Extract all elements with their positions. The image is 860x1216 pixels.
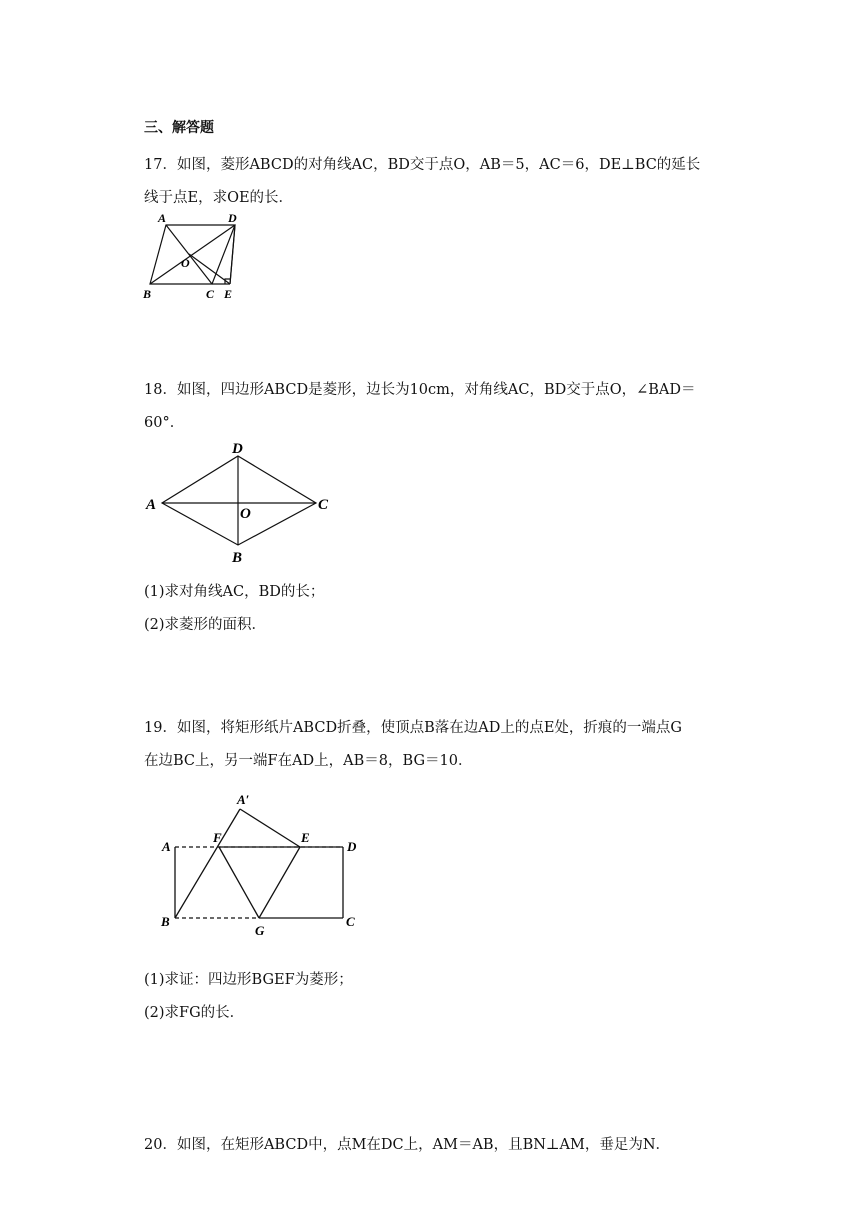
q18-label-o: O (240, 506, 251, 522)
q20-line1: 20．如图，在矩形ABCD中，点M在DC上，AM＝AB，且BN⊥AM，垂足为N． (144, 1137, 671, 1153)
q19-label-b: B (161, 914, 170, 929)
q19-label-g: G (255, 923, 265, 938)
q18-figure (140, 438, 340, 568)
q18-line2: 60°． (144, 415, 185, 431)
q19-label-a-prime: A′ (237, 792, 250, 807)
q19-line1: 19．如图，将矩形纸片ABCD折叠，使顶点B落在边AD上的点E处，折痕的一端点G (144, 720, 682, 736)
q18-label-b: B (232, 550, 243, 566)
q19-label-c: C (346, 914, 355, 929)
q17-label-e: E (224, 287, 233, 301)
q19-part1: (1)求证：四边形BGEF为菱形； (144, 972, 353, 988)
q17-label-b: B (143, 287, 152, 301)
q17-label-a: A (158, 211, 167, 225)
q18-line1: 18．如图，四边形ABCD是菱形，边长为10cm，对角线AC，BD交于点O，∠BAD＝ (144, 382, 696, 398)
q19-label-d: D (347, 839, 357, 854)
q17-label-o: O (181, 256, 190, 270)
q19-label-e: E (301, 830, 310, 845)
q18-label-d: D (232, 441, 243, 457)
q19-line2: 在边BC上，另一端F在AD上，AB＝8，BG＝10． (144, 753, 473, 769)
q18-part2: (2)求菱形的面积． (144, 617, 267, 633)
q17-line2: 线于点E，求OE的长． (144, 190, 294, 206)
q19-figure (155, 790, 370, 940)
q18-part1: (1)求对角线AC，BD的长； (144, 584, 325, 600)
section-title: 三、解答题 (144, 120, 214, 136)
q17-label-d: D (228, 211, 237, 225)
q17-figure (140, 210, 250, 302)
q19-label-a: A (162, 839, 171, 854)
q17-line1: 17．如图，菱形ABCD的对角线AC，BD交于点O，AB＝5，AC＝6，DE⊥BC的延长 (144, 157, 701, 173)
q19-part2: (2)求FG的长． (144, 1005, 245, 1021)
q19-label-f: F (213, 830, 222, 845)
q18-label-a: A (146, 497, 157, 513)
q18-label-c: C (318, 497, 329, 513)
q17-label-c: C (206, 287, 215, 301)
